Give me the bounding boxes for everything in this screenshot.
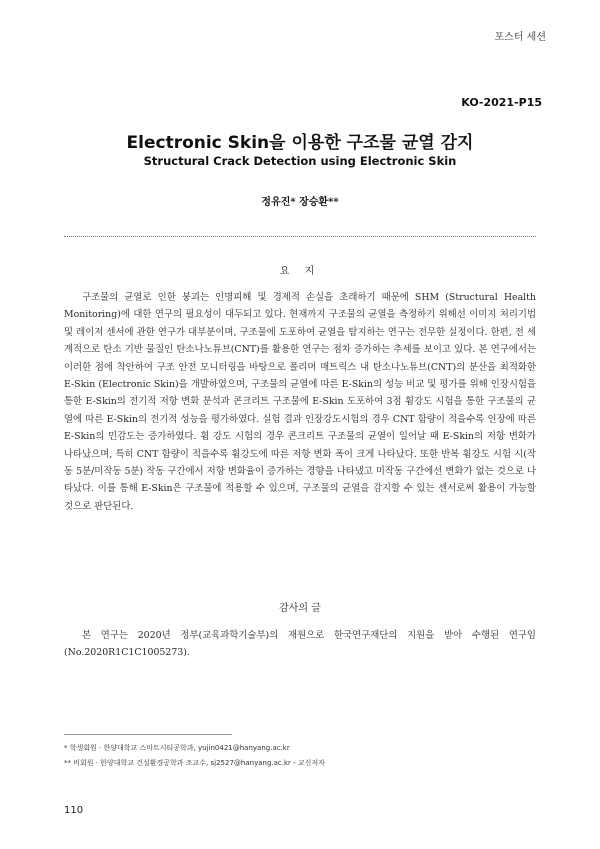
footnote-1: * 학생회원 · 한양대학교 스마트시티공학과, yujin0421@hanyang.ac.kr	[64, 744, 290, 752]
footnote-divider	[64, 734, 232, 735]
footnote-2: ** 비회원 · 한양대학교 건설환경공학과 조교수, sj2527@hanyang.ac.kr - 교신저자	[64, 759, 325, 767]
authors: 정유진* 장승환**	[261, 197, 339, 208]
acknowledgment-heading: 감사의 글	[279, 603, 321, 614]
page-number: 110	[64, 805, 84, 816]
session-label: 포스터 세션	[494, 32, 546, 43]
title-korean: Electronic Skin을 이용한 구조물 균열 감지	[126, 133, 474, 153]
abstract-heading: 요 지	[279, 266, 321, 277]
title-english: Structural Crack Detection using Electronic Skin	[143, 154, 457, 168]
abstract-body: 구조물의 균열로 인한 붕괴는 인명피해 및 경제적 손실을 초래하기 때문에 SHM (Structural Health Monitoring)에 대한 연구의 필요성이 대두되고 있다. 현재까지 구조물의 균열을 측정하기 위해선 이미지 처리기법 및 레이저 센서에 관한 연구가 대부분이며, 구조물에 도포하여 균열을 탐지하는 연구는 전무한 실정이다. 한편, 전 세계적으로 탄소 기반 물질인 탄소나노튜브(CNT)를 활용한 연구는 점차 증가하는 추세를 보이고 있다. 본 연구에서는 이러한 점에 착안하여 구조 안전 모니터링을 바탕으로 폴리머 매트릭스 내 탄소나노튜브(CNT)의 분산을 최적화한 E-Skin (Electronic Skin)을 개발하였으며, 구조물의 균열에 따른 E-Skin의 성능 비교 및 평가를 위해 인장시험을 통한 E-Skin의 전기적 저항 변화 분석과 콘크리트 구조물에 E-Skin 도포하여 3점 휨강도 시험을 통한 구조물의 균열에 따른 E-Skin의 전기적 성능을 평가하였다. 실험 결과 인장강도시험의 경우 CNT 함량이 적을수록 인장에 따른 E-Skin의 민감도는 증가하였다. 휨 강도 시험의 경우 콘크리트 구조물의 균열이 일어날 때 E-Skin의 저항 변화가 나타났으며, 특히 CNT 함량이 적을수록 휨강도에 따른 저항 변화 폭이 크게 나타났다. 또한 반복 휨강도 시험 시(작동 5분/미작동 5분) 작동 구간에서 저항 변화율이 증가하는 경향을 나타냈고 미작동 구간에선 변화가 없는 것으로 나타났다. 이를 통해 E-Skin은 구조물에 적용할 수 있으며, 구조물의 균열을 감지할 수 있는 센서로써 활용이 가능할 것으로 판단된다.	[64, 292, 536, 512]
acknowledgment-body: 본 연구는 2020년 정부(교육과학기술부)의 재원으로 한국연구재단의 지원을 받아 수행된 연구임(No.2020R1C1C1005273).	[64, 630, 536, 659]
paper-id: KO-2021-P15	[461, 96, 542, 109]
section-divider	[64, 236, 536, 237]
